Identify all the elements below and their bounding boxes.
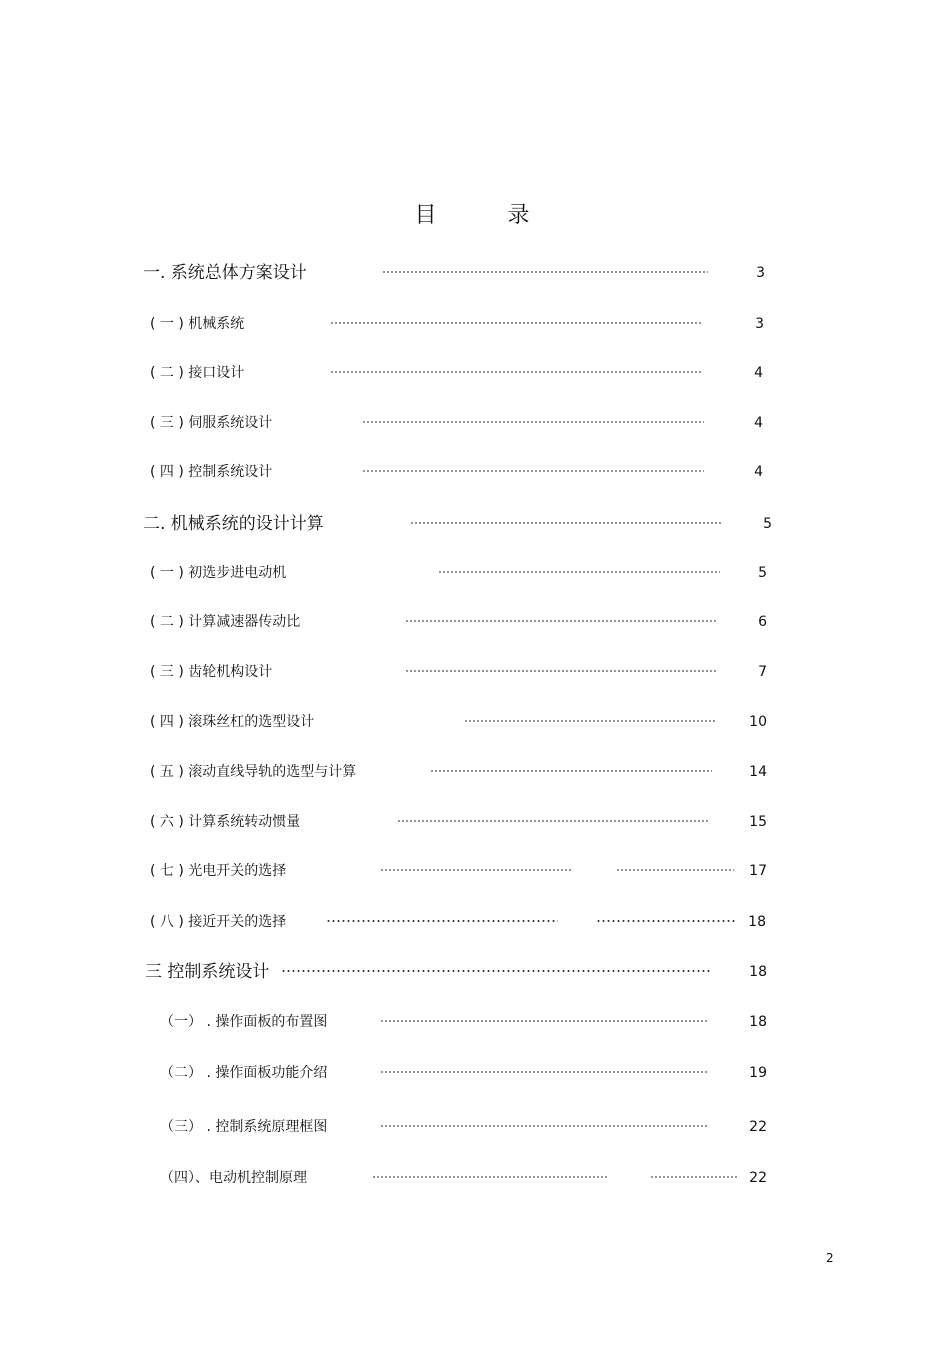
toc-entry-page: 18 [749, 964, 767, 980]
toc-entry-label: ( 一 ) 初选步进电动机 [150, 565, 287, 581]
toc-entry-page: 3 [756, 265, 765, 281]
toc-entry[interactable] [0, 856, 950, 886]
toc-entry-page: 22 [749, 1119, 767, 1135]
dot-leader [362, 469, 704, 473]
dot-leader [397, 819, 709, 823]
toc-entry[interactable] [0, 358, 950, 388]
toc-entry-page: 6 [758, 614, 767, 630]
dot-leader [326, 919, 558, 923]
toc-entry[interactable] [0, 957, 950, 987]
dot-leader [430, 769, 712, 773]
toc-entry[interactable] [0, 558, 950, 588]
toc-entry-label: ( 二 ) 接口设计 [150, 365, 245, 381]
dot-leader [330, 370, 702, 374]
toc-entry-page: 15 [749, 814, 767, 830]
toc-entry-label: ( 二 ) 计算减速器传动比 [150, 614, 301, 630]
toc-entry-page: 3 [755, 316, 764, 332]
dot-leader [464, 719, 717, 723]
dot-leader [380, 1124, 707, 1128]
dot-leader [616, 868, 734, 872]
toc-entry-label: ( 六 ) 计算系统转动惯量 [150, 814, 301, 830]
dot-leader [362, 420, 704, 424]
toc-entry-page: 4 [754, 415, 763, 431]
toc-entry-page: 18 [749, 1014, 767, 1030]
dot-leader [650, 1175, 738, 1179]
toc-entry[interactable] [0, 807, 950, 837]
toc-entry-page: 14 [749, 764, 767, 780]
toc-entry-page: 4 [754, 464, 763, 480]
dot-leader [281, 969, 710, 973]
toc-entry-page: 19 [749, 1065, 767, 1081]
toc-entry-page: 5 [758, 565, 767, 581]
toc-entry[interactable] [0, 309, 950, 339]
toc-entry-label: （三） . 控制系统原理框图 [160, 1119, 328, 1135]
toc-entry-label: ( 三 ) 伺服系统设计 [150, 415, 273, 431]
toc-entry[interactable] [0, 1058, 950, 1088]
toc-entry-page: 4 [754, 365, 763, 381]
dot-leader [405, 669, 717, 673]
dot-leader [380, 1070, 707, 1074]
toc-entry-page: 7 [758, 664, 767, 680]
toc-entry-label: （一） . 操作面板的布置图 [160, 1014, 328, 1030]
toc-entry[interactable] [0, 907, 950, 937]
toc-entry[interactable] [0, 707, 950, 737]
toc-title: 目 录 [414, 203, 562, 228]
dot-leader [405, 619, 717, 623]
toc-entry[interactable] [0, 1163, 950, 1193]
toc-entry-label: ( 五 ) 滚动直线导轨的选型与计算 [150, 764, 357, 780]
toc-entry-page: 18 [748, 914, 766, 930]
toc-entry-label: ( 一 ) 机械系统 [150, 316, 245, 332]
toc-entry[interactable] [0, 1007, 950, 1037]
toc-entry[interactable] [0, 457, 950, 487]
toc-entry-label: （四）、电动机控制原理 [160, 1170, 307, 1186]
dot-leader [380, 868, 572, 872]
toc-entry-label: ( 三 ) 齿轮机构设计 [150, 664, 273, 680]
toc-entry-page: 10 [749, 714, 767, 730]
toc-entry-page: 17 [749, 863, 767, 879]
page-number: 2 [826, 1251, 834, 1265]
dot-leader [596, 919, 737, 923]
toc-entry-label: ( 八 ) 接近开关的选择 [150, 914, 287, 930]
dot-leader [410, 521, 721, 525]
dot-leader [382, 270, 708, 274]
dot-leader [438, 570, 720, 574]
toc-entry-page: 5 [763, 516, 772, 532]
toc-entry-label: ( 四 ) 控制系统设计 [150, 464, 273, 480]
toc-entry[interactable] [0, 408, 950, 438]
toc-entry[interactable] [0, 657, 950, 687]
toc-entry[interactable] [0, 509, 950, 539]
toc-entry[interactable] [0, 1112, 950, 1142]
dot-leader [330, 321, 702, 325]
dot-leader [380, 1019, 707, 1023]
toc-entry[interactable] [0, 757, 950, 787]
toc-entry-label: （二） . 操作面板功能介绍 [160, 1065, 328, 1081]
toc-entry-label: ( 七 ) 光电开关的选择 [150, 863, 287, 879]
toc-entry-label: 三 控制系统设计 [145, 962, 270, 982]
toc-entry-label: 一. 系统总体方案设计 [143, 263, 307, 283]
toc-entry-label: 二. 机械系统的设计计算 [143, 514, 324, 534]
toc-entry[interactable] [0, 607, 950, 637]
toc-entry-label: ( 四 ) 滚珠丝杠的选型设计 [150, 714, 315, 730]
toc-entry[interactable] [0, 258, 950, 288]
dot-leader [372, 1175, 609, 1179]
toc-entry-page: 22 [749, 1170, 767, 1186]
